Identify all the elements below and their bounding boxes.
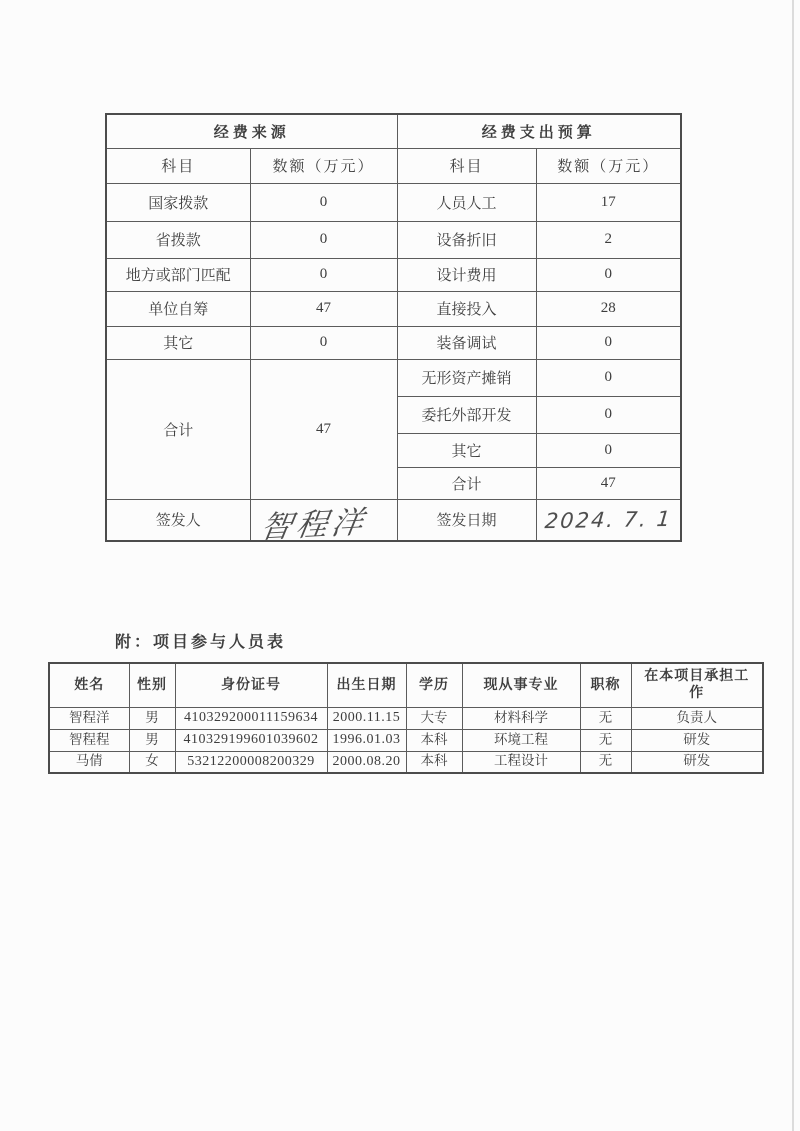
table-row <box>106 183 681 221</box>
table-cell: 410329199601039602 <box>175 729 327 751</box>
source-total-value: 47 <box>250 359 397 499</box>
table-cell: 0 <box>250 258 397 291</box>
table-cell: 直接投入 <box>397 291 536 326</box>
table-cell: 其它 <box>397 433 536 467</box>
header-education: 学历 <box>406 663 462 707</box>
table-cell: 17 <box>536 183 681 221</box>
expense-section-header: 经费支出预算 <box>397 114 681 148</box>
table-cell: 无 <box>580 751 631 773</box>
table-cell: 装备调试 <box>397 326 536 359</box>
table-cell: 研发 <box>631 729 763 751</box>
table-cell: 无 <box>580 707 631 729</box>
table-row <box>106 221 681 258</box>
table-cell: 2000.08.20 <box>327 751 406 773</box>
budget-table <box>105 113 682 545</box>
table-cell: 材料科学 <box>462 707 580 729</box>
table-cell: 单位自筹 <box>106 291 250 326</box>
table-cell: 环境工程 <box>462 729 580 751</box>
table-row <box>106 114 681 148</box>
table-row <box>106 291 681 326</box>
source-amount-header: 数额（万元） <box>250 148 397 183</box>
table-cell: 大专 <box>406 707 462 729</box>
table-cell: 0 <box>536 396 681 433</box>
expense-amount-header: 数额（万元） <box>536 148 681 183</box>
table-row <box>106 359 681 396</box>
header-title: 职称 <box>580 663 631 707</box>
table-cell: 2000.11.15 <box>327 707 406 729</box>
handwritten-date: 2024. 7. 1 <box>543 506 673 533</box>
table-cell: 女 <box>129 751 175 773</box>
attachment-title: 附：项目参与人员表 <box>115 634 287 651</box>
table-cell: 1996.01.03 <box>327 729 406 751</box>
issuer-signature-cell <box>250 499 397 545</box>
header-birth-date: 出生日期 <box>327 663 406 707</box>
participants-table <box>48 662 764 774</box>
header-id-number: 身份证号 <box>175 663 327 707</box>
header-project-role: 在本项目承担工作 <box>631 663 763 707</box>
table-cell: 无 <box>580 729 631 751</box>
source-subject-header: 科目 <box>106 148 250 183</box>
issue-date-label: 签发日期 <box>397 499 536 541</box>
table-cell: 47 <box>250 291 397 326</box>
table-cell: 智程洋 <box>49 707 129 729</box>
table-cell: 国家拨款 <box>106 183 250 221</box>
source-section-header: 经费来源 <box>106 114 397 148</box>
table-row <box>106 258 681 291</box>
table-row <box>106 326 681 359</box>
table-cell: 0 <box>536 258 681 291</box>
table-row <box>49 751 763 773</box>
table-cell: 人员人工 <box>397 183 536 221</box>
table-cell: 0 <box>536 326 681 359</box>
table-cell: 28 <box>536 291 681 326</box>
table-cell: 410329200011159634 <box>175 707 327 729</box>
issue-date-cell <box>536 499 681 541</box>
table-row <box>106 148 681 183</box>
issuer-label: 签发人 <box>106 499 250 541</box>
table-cell: 工程设计 <box>462 751 580 773</box>
table-row <box>106 499 681 541</box>
table-cell: 设计费用 <box>397 258 536 291</box>
header-profession: 现从事专业 <box>462 663 580 707</box>
header-gender: 性别 <box>129 663 175 707</box>
page-edge-shadow <box>792 0 794 1131</box>
table-cell: 其它 <box>106 326 250 359</box>
expense-total-label: 合计 <box>397 467 536 499</box>
table-cell: 53212200008200329 <box>175 751 327 773</box>
table-cell: 0 <box>536 433 681 467</box>
table-cell: 智程程 <box>49 729 129 751</box>
table-cell: 设备折旧 <box>397 221 536 258</box>
table-cell: 省拨款 <box>106 221 250 258</box>
table-cell: 马倩 <box>49 751 129 773</box>
table-cell: 委托外部开发 <box>397 396 536 433</box>
table-cell: 地方或部门匹配 <box>106 258 250 291</box>
header-name: 姓名 <box>49 663 129 707</box>
table-cell: 2 <box>536 221 681 258</box>
table-cell: 0 <box>250 183 397 221</box>
table-cell: 本科 <box>406 729 462 751</box>
expense-total-value: 47 <box>536 467 681 499</box>
table-cell: 0 <box>536 359 681 396</box>
table-row <box>49 707 763 729</box>
table-cell: 男 <box>129 729 175 751</box>
table-cell: 0 <box>250 326 397 359</box>
table-cell: 男 <box>129 707 175 729</box>
table-row <box>49 729 763 751</box>
table-header-row <box>49 663 763 707</box>
table-cell: 0 <box>250 221 397 258</box>
table-cell: 负责人 <box>631 707 763 729</box>
table-cell: 无形资产摊销 <box>397 359 536 396</box>
handwritten-signature: 智程洋 <box>257 503 370 545</box>
table-cell: 研发 <box>631 751 763 773</box>
table-cell: 本科 <box>406 751 462 773</box>
source-total-label: 合计 <box>106 359 250 499</box>
expense-subject-header: 科目 <box>397 148 536 183</box>
